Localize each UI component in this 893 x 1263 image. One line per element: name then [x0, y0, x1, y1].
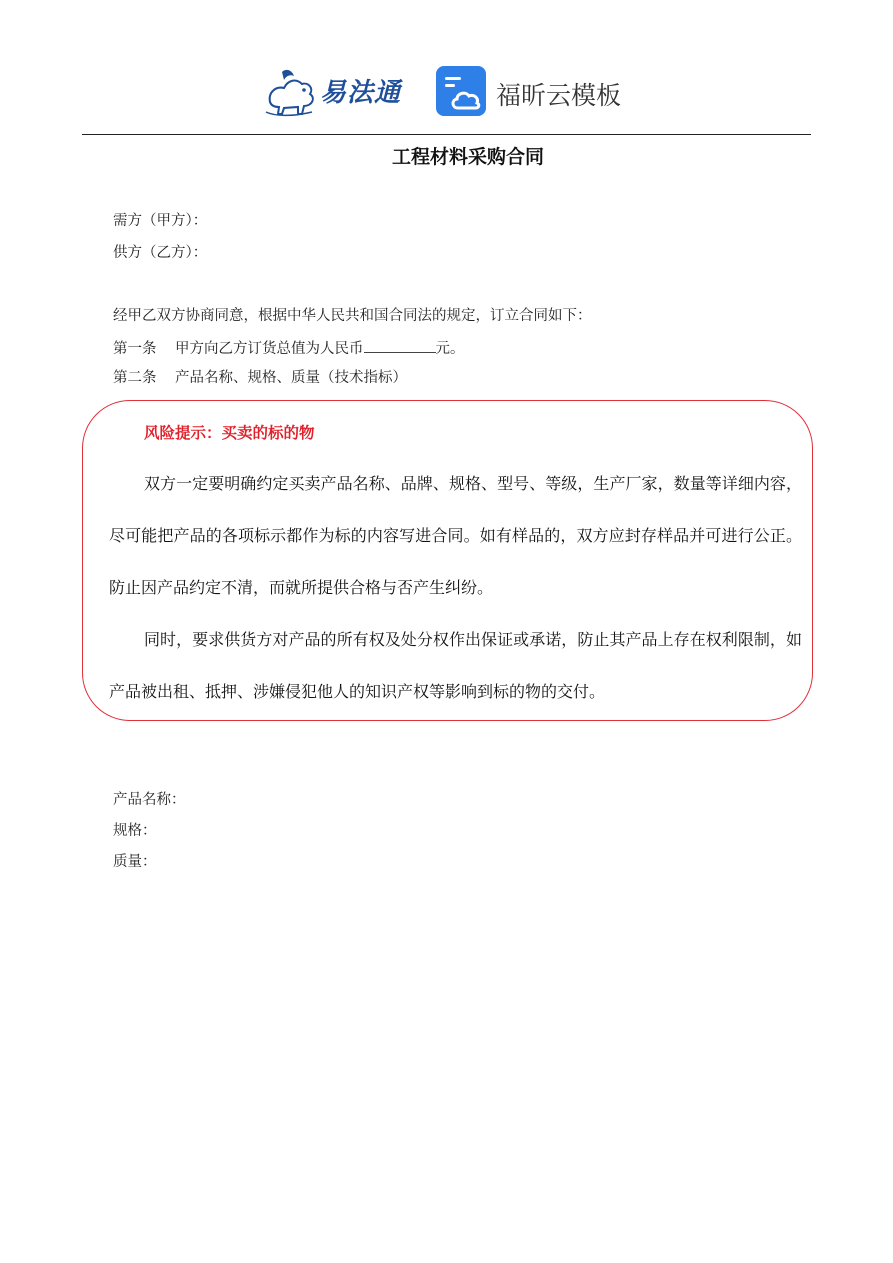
article-1-head: 第一条: [113, 341, 157, 357]
article-2: [113, 369, 407, 387]
quality-label: 质量：: [113, 854, 157, 870]
fuxinyun-logo: [436, 66, 636, 120]
seller-label: 供方（乙方）：: [113, 245, 208, 261]
yifatong-logo-text: 易法通: [320, 78, 402, 108]
article-2-head: 第二条: [113, 370, 157, 386]
document-title: 工程材料采购合同: [391, 146, 544, 168]
fuxinyun-logo-text: 福昕云模板: [496, 81, 622, 110]
qilin-icon: [262, 62, 322, 118]
risk-notice-paragraph: 双方一定要明确约定买卖产品名称、品牌、规格、型号、等级，生产厂家，数量等详细内容，尽可能把产品的各项标示都作为标的内容写进合同。如有样品的，双方应封存样品并可进行公正。防止因产品约定不清，而就所提供合格与否产生纠纷。: [109, 474, 802, 597]
preamble: 经甲乙双方协商同意，根据中华人民共和国合同法的规定，订立合同如下：: [113, 308, 592, 324]
article-1-text: 甲方向乙方订货总值为人民币: [175, 341, 364, 357]
buyer-label: 需方（甲方）：: [113, 213, 208, 229]
product-name-label: 产品名称：: [113, 792, 186, 808]
risk-notice-paragraph: 同时，要求供货方对产品的所有权及处分权作出保证或承诺，防止其产品上存在权利限制，如产品被出租、抵押、涉嫌侵犯他人的知识产权等影响到标的物的交付。: [109, 630, 802, 701]
page-header: [0, 58, 893, 128]
article-1-unit: 元。: [435, 341, 465, 357]
cloud-document-icon: [436, 66, 486, 116]
article-2-text: 产品名称、规格、质量（技术指标）: [175, 370, 407, 386]
article-1: [113, 338, 465, 358]
yifatong-logo: [262, 62, 412, 118]
spec-label: 规格：: [113, 823, 157, 839]
header-divider: [82, 134, 811, 135]
risk-notice-title: 风险提示：买卖的标的物: [144, 424, 315, 442]
amount-blank: [364, 338, 436, 353]
